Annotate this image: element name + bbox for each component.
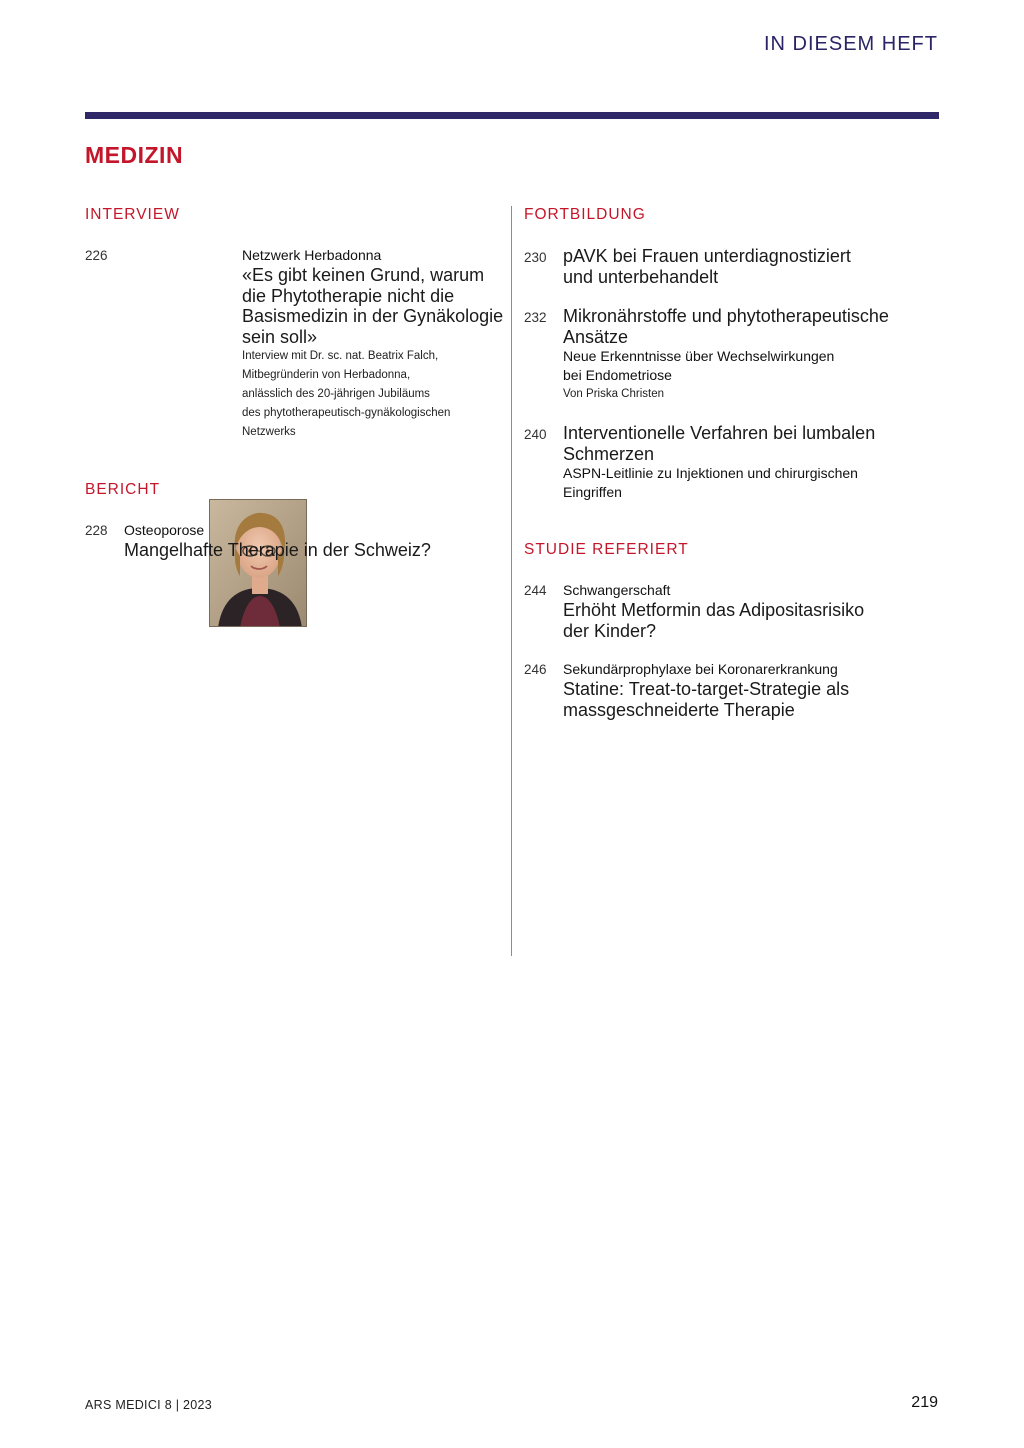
entry-kicker: Schwangerschaft bbox=[563, 582, 671, 598]
page-number: 232 bbox=[524, 310, 547, 325]
footer-publication: ARS MEDICI 8 | 2023 bbox=[85, 1398, 213, 1412]
category-studie-referiert: STUDIE REFERIERT bbox=[524, 541, 689, 558]
entry-details: Interview mit Dr. sc. nat. Beatrix Falch, Mitbegründerin von Herbadonna, anlässlich des 20-jährigen Jubiläums des phytotherapeutisch-gynäkologischen Netzwerks bbox=[242, 350, 451, 438]
entry-headline: Mikronährstoffe und phytotherapeutische Ansätze bbox=[563, 306, 889, 347]
entry-headline: Interventionelle Verfahren bei lumbalen Schmerzen bbox=[563, 423, 876, 464]
category-bericht: BERICHT bbox=[85, 481, 161, 498]
entry-kicker: Netzwerk Herbadonna bbox=[242, 247, 382, 263]
page-number: 230 bbox=[524, 250, 547, 265]
toc-entry-226[interactable] bbox=[85, 246, 505, 446]
page-header-title: IN DIESEM HEFT bbox=[763, 33, 938, 55]
page-number: 240 bbox=[524, 427, 547, 442]
page-number: 228 bbox=[85, 523, 108, 538]
toc-entry-232[interactable] bbox=[524, 306, 939, 406]
entry-headline: Statine: Treat-to-target-Strategie als massgeschneiderte Therapie bbox=[563, 679, 850, 720]
entry-kicker: Sekundärprophylaxe bei Koronarerkrankung bbox=[563, 661, 838, 677]
page-number: 246 bbox=[524, 662, 547, 677]
entry-headline: «Es gibt keinen Grund, warum die Phytotherapie nicht die Basismedizin in der Gynäkologie sein soll» bbox=[242, 265, 504, 347]
toc-entry-240[interactable] bbox=[524, 423, 939, 505]
page-number: 226 bbox=[85, 248, 108, 263]
footer-page-number: 219 bbox=[911, 1394, 938, 1411]
entry-subtitle: Neue Erkenntnisse über Wechselwirkungen bei Endometriose bbox=[563, 348, 835, 383]
section-title: MEDIZIN bbox=[85, 142, 184, 168]
page-number: 244 bbox=[524, 583, 547, 598]
entry-headline: Erhöht Metformin das Adipositasrisiko der Kinder? bbox=[563, 600, 865, 641]
category-interview: INTERVIEW bbox=[85, 206, 180, 223]
category-fortbildung: FORTBILDUNG bbox=[524, 206, 646, 223]
toc-entry-244[interactable] bbox=[524, 581, 939, 645]
entry-headline: pAVK bei Frauen unterdiagnostiziert und unterbehandelt bbox=[563, 246, 851, 287]
column-divider bbox=[511, 206, 512, 956]
toc-entry-230[interactable] bbox=[524, 246, 939, 290]
entry-headline: Mangelhafte Therapie in der Schweiz? bbox=[124, 540, 431, 560]
toc-entry-228[interactable] bbox=[85, 521, 505, 565]
top-rule bbox=[85, 112, 939, 119]
toc-entry-246[interactable] bbox=[524, 660, 939, 724]
entry-kicker: Osteoporose bbox=[124, 522, 205, 538]
entry-subtitle: ASPN-Leitlinie zu Injektionen und chirurgischen Eingriffen bbox=[563, 465, 858, 500]
entry-author: Von Priska Christen bbox=[563, 388, 664, 400]
